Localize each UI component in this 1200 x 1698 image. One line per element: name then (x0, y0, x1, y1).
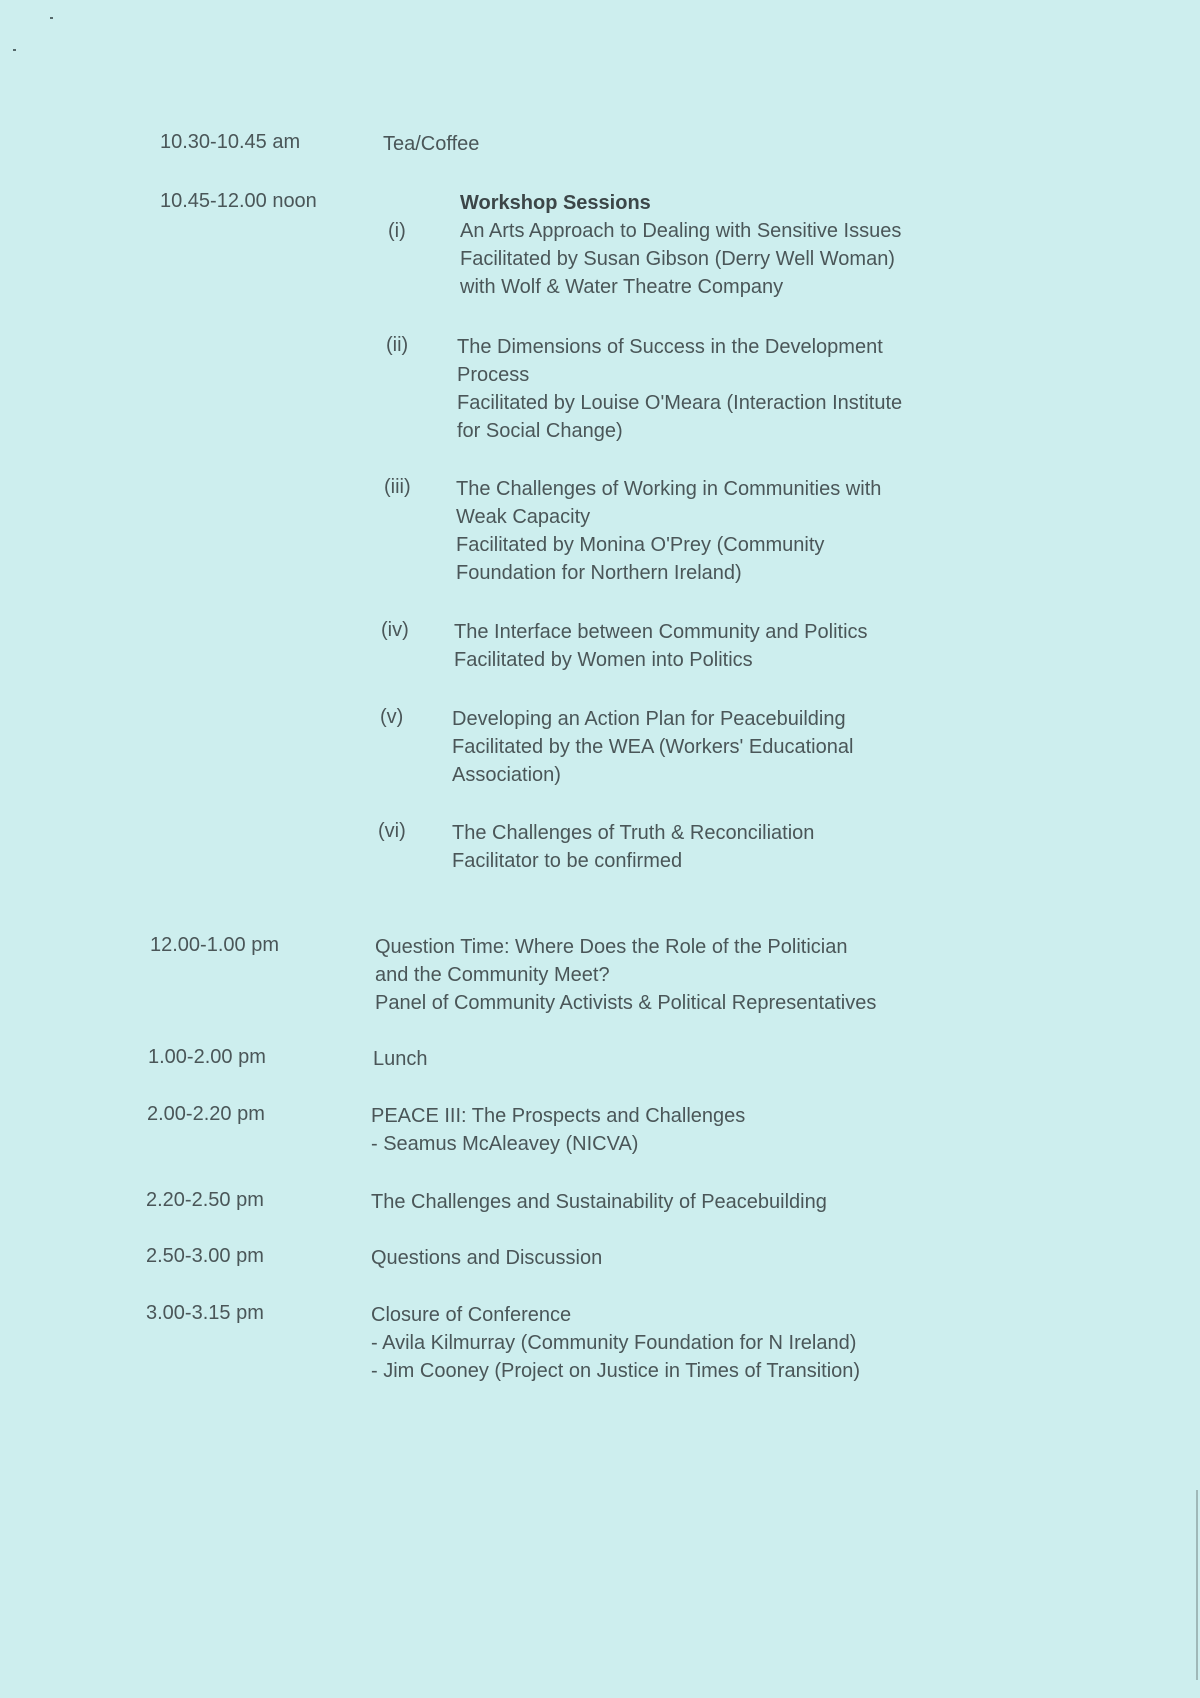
workshop-item (456, 475, 881, 587)
question-time-line: Panel of Community Activists & Political Representatives (375, 992, 877, 1014)
scan-speck (50, 17, 53, 19)
workshop-line: Facilitated by Louise O'Meara (Interaction Institute (457, 392, 903, 414)
peace-time: 2.00-2.20 pm (147, 1103, 265, 1125)
closure-line: Closure of Conference (371, 1304, 572, 1326)
question-time-item (375, 933, 876, 1017)
workshop-item (460, 217, 901, 301)
lunch-time: 1.00-2.00 pm (148, 1046, 266, 1068)
workshop-line: The Challenges of Truth & Reconciliation (452, 822, 815, 844)
lunch-title: Lunch (373, 1048, 428, 1070)
tea-time: 10.30-10.45 am (160, 131, 301, 153)
workshop-number: (iv) (381, 619, 409, 641)
question-time-line: and the Community Meet? (375, 964, 610, 986)
workshop-line: Facilitated by Monina O'Prey (Community (456, 534, 825, 556)
challenges-title: The Challenges and Sustainability of Peacebuilding (371, 1191, 827, 1213)
workshop-line: Association) (452, 764, 561, 786)
closure-line: - Avila Kilmurray (Community Foundation for N Ireland) (371, 1332, 857, 1354)
workshop-item (452, 705, 853, 789)
workshop-line: Facilitated by the WEA (Workers' Educational (452, 736, 854, 758)
challenges-time: 2.20-2.50 pm (146, 1189, 264, 1211)
workshop-line: The Challenges of Working in Communities with (456, 478, 882, 500)
workshops-heading: Workshop Sessions (460, 192, 651, 214)
closure-item (371, 1301, 860, 1385)
closure-line: - Jim Cooney (Project on Justice in Times of Transition) (371, 1360, 861, 1382)
tea-title: Tea/Coffee (383, 133, 480, 155)
workshop-number: (ii) (386, 334, 409, 356)
workshop-number: (vi) (378, 820, 406, 842)
peace-item (371, 1102, 745, 1158)
question-time-line: Question Time: Where Does the Role of the Politician (375, 936, 848, 958)
workshop-line: with Wolf & Water Theatre Company (460, 276, 784, 298)
workshop-number: (iii) (384, 476, 411, 498)
workshop-line: The Dimensions of Success in the Development (457, 336, 883, 358)
workshop-line: The Interface between Community and Politics (454, 621, 868, 643)
workshop-line: Weak Capacity (456, 506, 591, 528)
closure-time: 3.00-3.15 pm (146, 1302, 264, 1324)
workshop-line: Foundation for Northern Ireland) (456, 562, 742, 584)
workshop-item (452, 819, 814, 875)
workshop-item (454, 618, 868, 674)
workshop-number: (i) (388, 220, 406, 242)
workshop-line: Developing an Action Plan for Peacebuilding (452, 708, 846, 730)
question-time-time: 12.00-1.00 pm (150, 934, 279, 956)
peace-line: PEACE III: The Prospects and Challenges (371, 1105, 746, 1127)
workshop-line: Facilitated by Women into Politics (454, 649, 753, 671)
questions-time: 2.50-3.00 pm (146, 1245, 264, 1267)
workshop-number: (v) (380, 706, 404, 728)
questions-title: Questions and Discussion (371, 1247, 603, 1269)
scan-speck (13, 49, 16, 51)
workshop-line: An Arts Approach to Dealing with Sensitive Issues (460, 220, 902, 242)
scan-edge-line (1196, 1490, 1198, 1680)
workshops-time: 10.45-12.00 noon (160, 190, 317, 212)
workshop-item (457, 333, 902, 445)
workshop-line: for Social Change) (457, 420, 623, 442)
peace-line: - Seamus McAleavey (NICVA) (371, 1133, 639, 1155)
workshop-line: Facilitated by Susan Gibson (Derry Well Woman) (460, 248, 895, 270)
workshop-line: Facilitator to be confirmed (452, 850, 683, 872)
workshop-line: Process (457, 364, 530, 386)
